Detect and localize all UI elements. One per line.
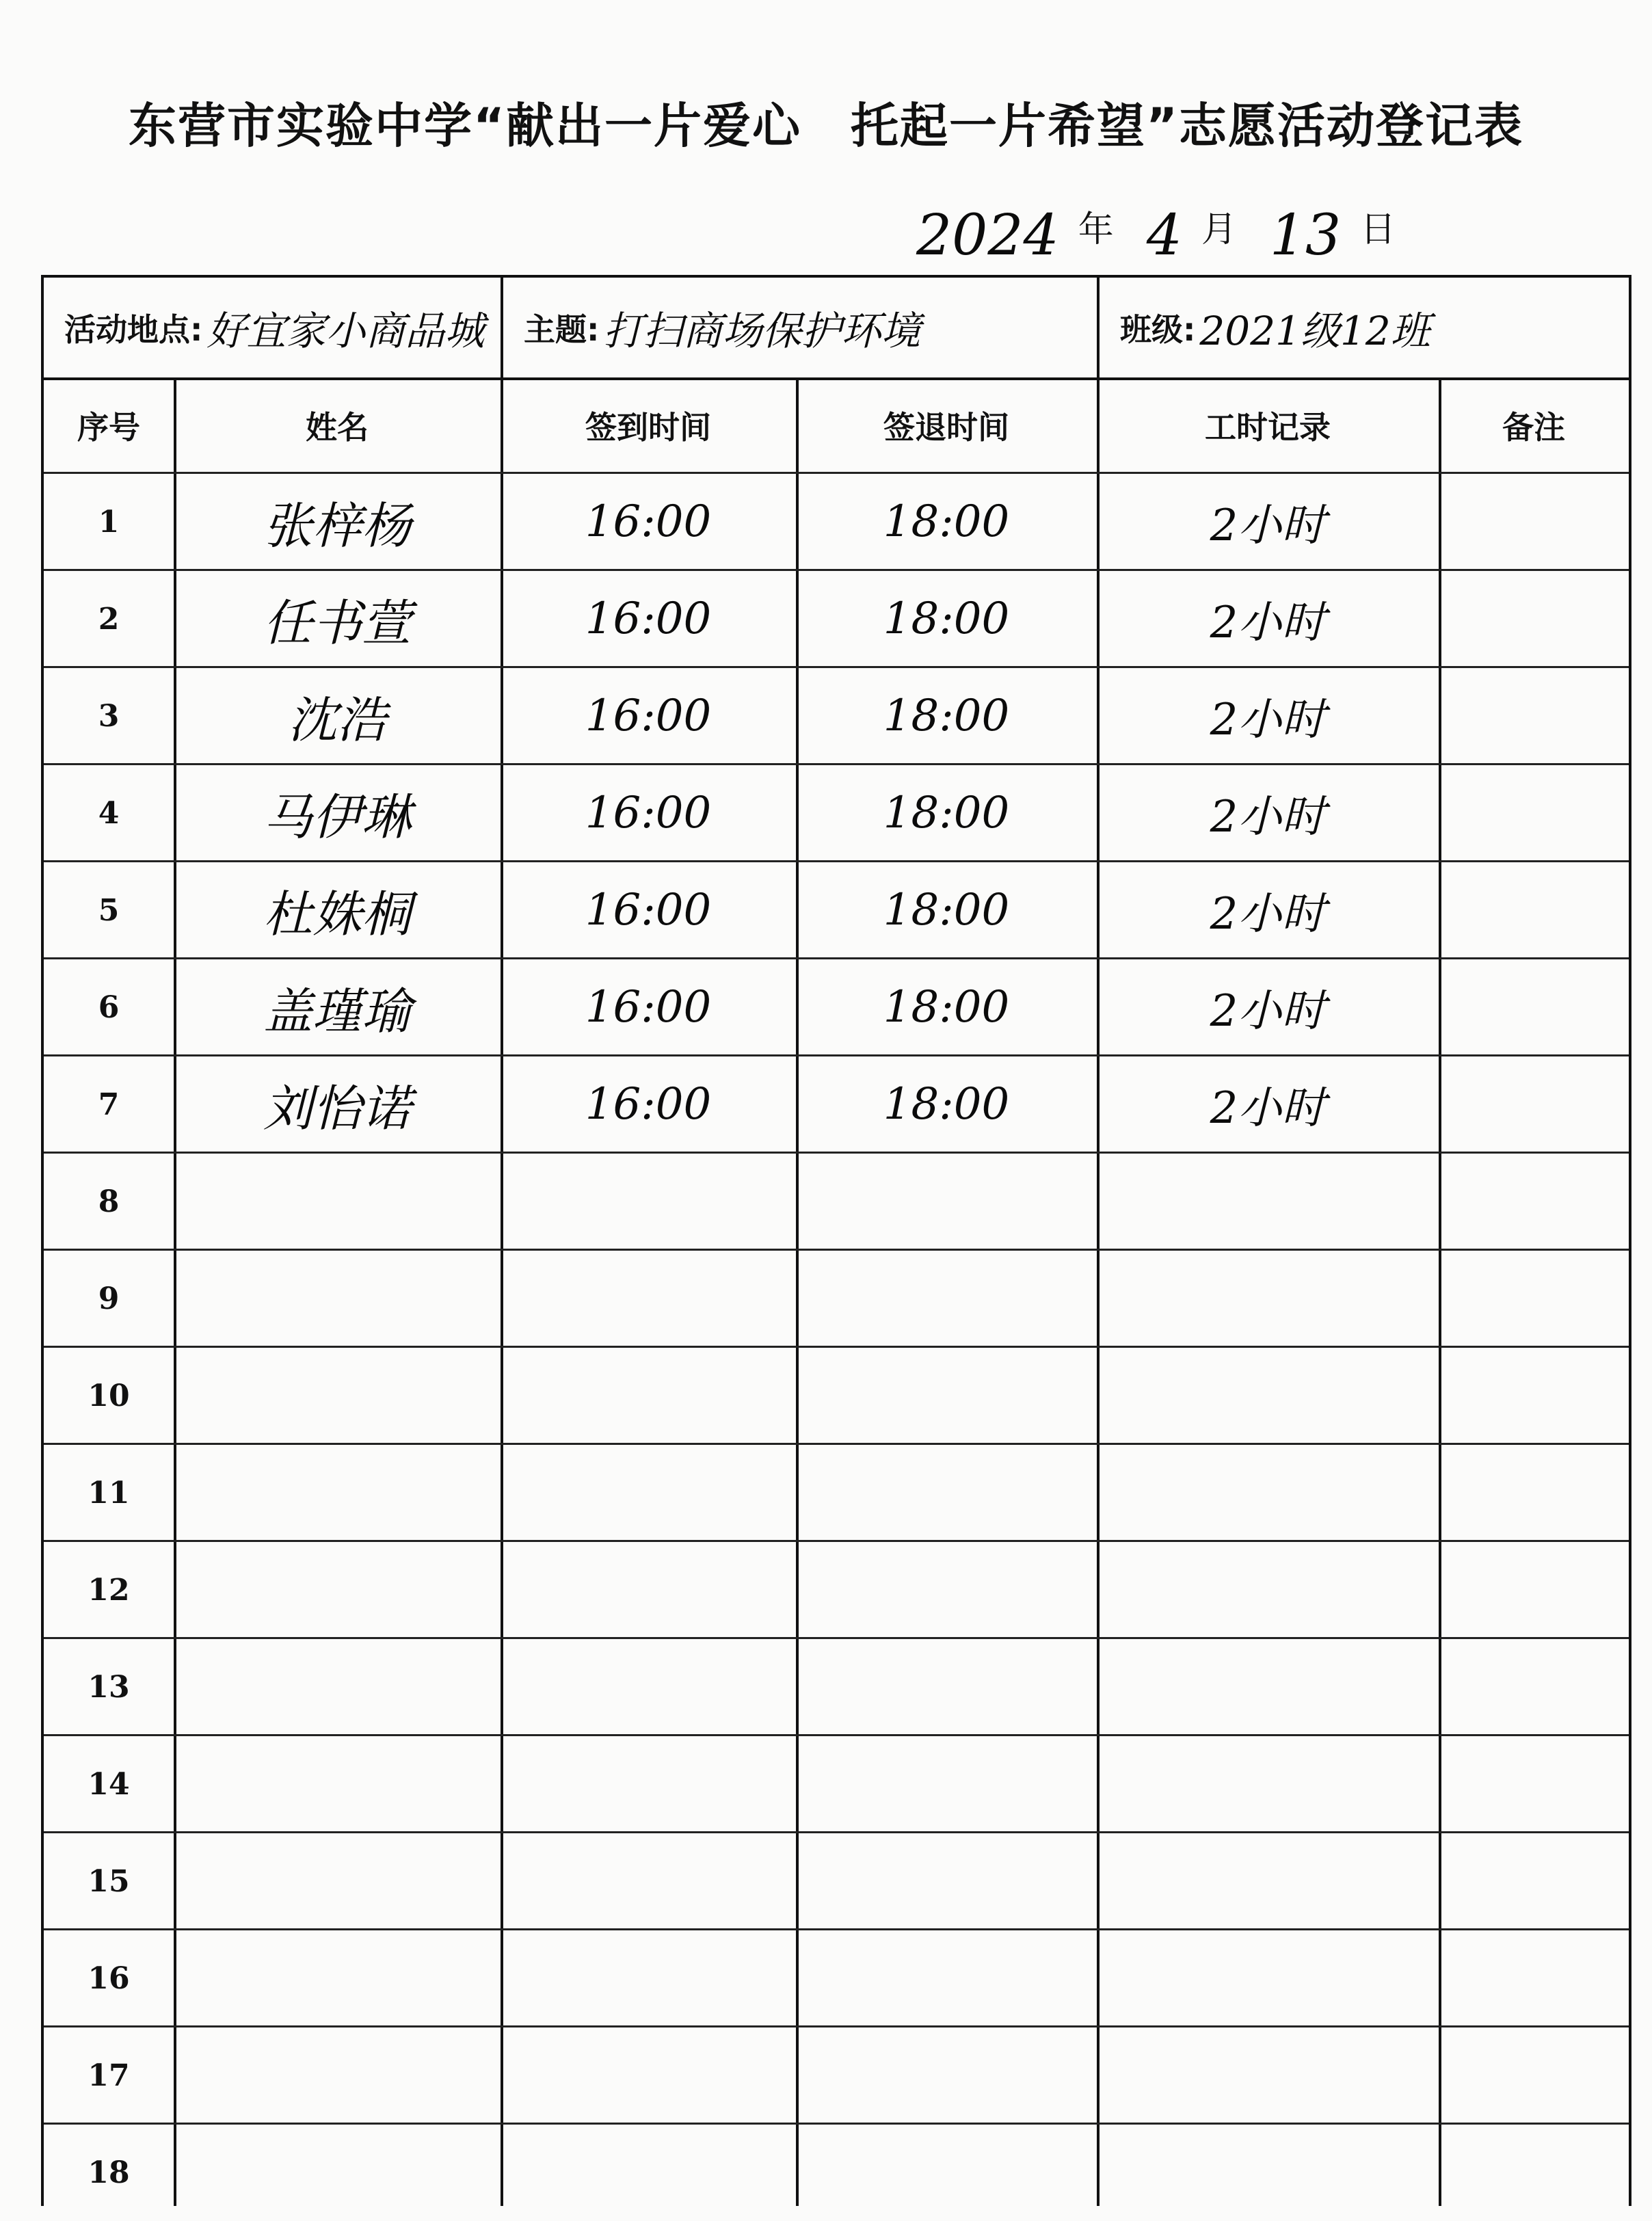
cell-note: [1439, 667, 1629, 764]
class-cell: [1100, 278, 1629, 377]
cell-checkout: [796, 1833, 1097, 1930]
cell-checkin: [501, 2027, 796, 2124]
cell-checkin: [501, 1153, 796, 1250]
cell-note: [1439, 764, 1629, 862]
cell-checkout: 18:00: [883, 788, 1010, 838]
cell-hours: [1097, 2027, 1439, 2124]
cell-hours: 2小时: [1210, 986, 1326, 1037]
form-title: 东营市实验中学“献出一片爱心 托起一片希望”志愿活动登记表: [128, 98, 1523, 154]
cell-hours: [1097, 1444, 1439, 1541]
cell-checkout: [796, 1735, 1097, 1833]
cell-checkin: 16:00: [585, 982, 712, 1033]
cell-hours: 2小时: [1210, 889, 1326, 940]
cell-name: [174, 1833, 501, 1930]
cell-name: [174, 1735, 501, 1833]
cell-name: [174, 1541, 501, 1638]
cell-checkout: 18:00: [883, 885, 1010, 935]
cell-note: [1439, 1056, 1629, 1153]
cell-seq: 13: [88, 1669, 130, 1705]
cell-checkin: [501, 1735, 796, 1833]
registration-table: [41, 275, 1631, 2206]
cell-hours: 2小时: [1210, 695, 1326, 745]
cell-seq: 18: [88, 2155, 130, 2190]
cell-note: [1439, 1833, 1629, 1930]
cell-note: [1439, 1638, 1629, 1735]
cell-seq: 8: [98, 1184, 120, 1219]
cell-name: [174, 1638, 501, 1735]
activity-location-value: 好宜家小商品城: [206, 308, 485, 354]
cell-checkin: 16:00: [585, 691, 712, 741]
cell-note: [1439, 1541, 1629, 1638]
cell-seq: 15: [88, 1863, 130, 1899]
activity-info-row: [44, 278, 1629, 380]
cell-seq: 12: [88, 1572, 130, 1608]
cell-seq: 5: [98, 892, 120, 928]
cell-hours: [1097, 1153, 1439, 1250]
cell-name: 任书萱: [263, 594, 411, 652]
cell-seq: 11: [88, 1475, 130, 1511]
cell-name: [174, 1250, 501, 1347]
cell-hours: [1097, 1250, 1439, 1347]
activity-location-label: 活动地点:: [64, 311, 203, 348]
cell-checkin: [501, 1638, 796, 1735]
cell-seq: 4: [98, 795, 120, 831]
cell-note: [1439, 1930, 1629, 2027]
cell-checkout: [796, 1444, 1097, 1541]
cell-seq: 14: [88, 1766, 130, 1802]
cell-checkin: [501, 1250, 796, 1347]
header-note: 备注: [1502, 409, 1565, 446]
cell-note: [1439, 473, 1629, 570]
date-month-unit: 月: [1201, 209, 1237, 250]
cell-note: [1439, 1250, 1629, 1347]
cell-hours: [1097, 1347, 1439, 1444]
cell-checkout: [796, 2027, 1097, 2124]
cell-hours: [1097, 1735, 1439, 1833]
cell-note: [1439, 1444, 1629, 1541]
cell-checkout: 18:00: [883, 691, 1010, 741]
cell-name: [174, 1347, 501, 1444]
cell-name: [174, 1930, 501, 2027]
header-seq: 序号: [77, 409, 140, 446]
cell-checkout: [796, 1250, 1097, 1347]
cell-note: [1439, 570, 1629, 667]
cell-hours: [1097, 1833, 1439, 1930]
cell-seq: 10: [88, 1378, 130, 1413]
cell-seq: 7: [98, 1087, 120, 1122]
date-day-unit: 日: [1360, 209, 1396, 250]
cell-checkin: 16:00: [585, 496, 712, 547]
cell-checkout: 18:00: [883, 1079, 1010, 1130]
cell-checkin: [501, 1444, 796, 1541]
cell-checkout: 18:00: [883, 982, 1010, 1033]
cell-name: [174, 1444, 501, 1541]
date-year: 2024: [916, 203, 1059, 268]
cell-name: [174, 2027, 501, 2124]
cell-checkout: 18:00: [883, 594, 1010, 644]
cell-hours: 2小时: [1210, 501, 1326, 551]
cell-name: 杜姝桐: [263, 886, 411, 943]
cell-note: [1439, 1347, 1629, 1444]
activity-location-cell: [44, 278, 501, 377]
cell-hours: [1097, 1930, 1439, 2027]
form-date: [916, 193, 1428, 268]
cell-name: [174, 1153, 501, 1250]
cell-hours: 2小时: [1210, 598, 1326, 648]
cell-checkout: [796, 1638, 1097, 1735]
cell-checkin: 16:00: [585, 594, 712, 644]
activity-theme-label: 主题:: [524, 311, 600, 348]
cell-seq: 17: [88, 2058, 130, 2093]
cell-name: 刘怡诺: [263, 1080, 411, 1137]
cell-checkin: 16:00: [585, 1079, 712, 1130]
cell-seq: 3: [98, 698, 120, 734]
cell-name: 马伊琳: [263, 788, 411, 846]
class-label: 班级:: [1120, 311, 1196, 348]
cell-name: 张梓杨: [263, 497, 411, 555]
cell-note: [1439, 2027, 1629, 2124]
cell-name: 沈浩: [287, 691, 386, 749]
cell-checkin: [501, 1347, 796, 1444]
header-checkout: 签退时间: [883, 409, 1009, 446]
cell-seq: 6: [98, 989, 120, 1025]
cell-seq: 16: [88, 1960, 130, 1996]
date-year-unit: 年: [1078, 209, 1114, 250]
cell-checkin: [501, 2124, 796, 2221]
cell-hours: [1097, 1541, 1439, 1638]
cell-checkout: [796, 1153, 1097, 1250]
cell-checkout: [796, 1541, 1097, 1638]
cell-note: [1439, 959, 1629, 1056]
cell-hours: [1097, 2124, 1439, 2221]
cell-hours: 2小时: [1210, 1083, 1326, 1134]
cell-checkin: [501, 1833, 796, 1930]
cell-checkout: [796, 1930, 1097, 2027]
cell-checkin: 16:00: [585, 788, 712, 838]
cell-checkout: [796, 1347, 1097, 1444]
cell-hours: [1097, 1638, 1439, 1735]
date-month: 4: [1146, 203, 1182, 268]
cell-note: [1439, 1735, 1629, 1833]
cell-checkout: [796, 2124, 1097, 2221]
cell-checkin: [501, 1930, 796, 2027]
cell-seq: 9: [98, 1281, 120, 1316]
cell-seq: 2: [98, 601, 120, 637]
cell-hours: 2小时: [1210, 792, 1326, 842]
cell-checkin: [501, 1541, 796, 1638]
date-day: 13: [1269, 203, 1342, 268]
header-name: 姓名: [306, 409, 369, 446]
class-value: 2021级12班: [1199, 308, 1430, 354]
cell-name: 盖瑾瑜: [263, 983, 411, 1040]
activity-theme-value: 打扫商场保护环境: [603, 308, 921, 354]
header-checkin: 签到时间: [585, 409, 711, 446]
header-hours: 工时记录: [1205, 409, 1331, 446]
cell-checkin: 16:00: [585, 885, 712, 935]
cell-checkout: 18:00: [883, 496, 1010, 547]
cell-note: [1439, 862, 1629, 959]
cell-name: [174, 2124, 501, 2221]
cell-note: [1439, 1153, 1629, 1250]
activity-theme-cell: [503, 278, 1097, 377]
cell-note: [1439, 2124, 1629, 2221]
cell-seq: 1: [98, 504, 120, 540]
